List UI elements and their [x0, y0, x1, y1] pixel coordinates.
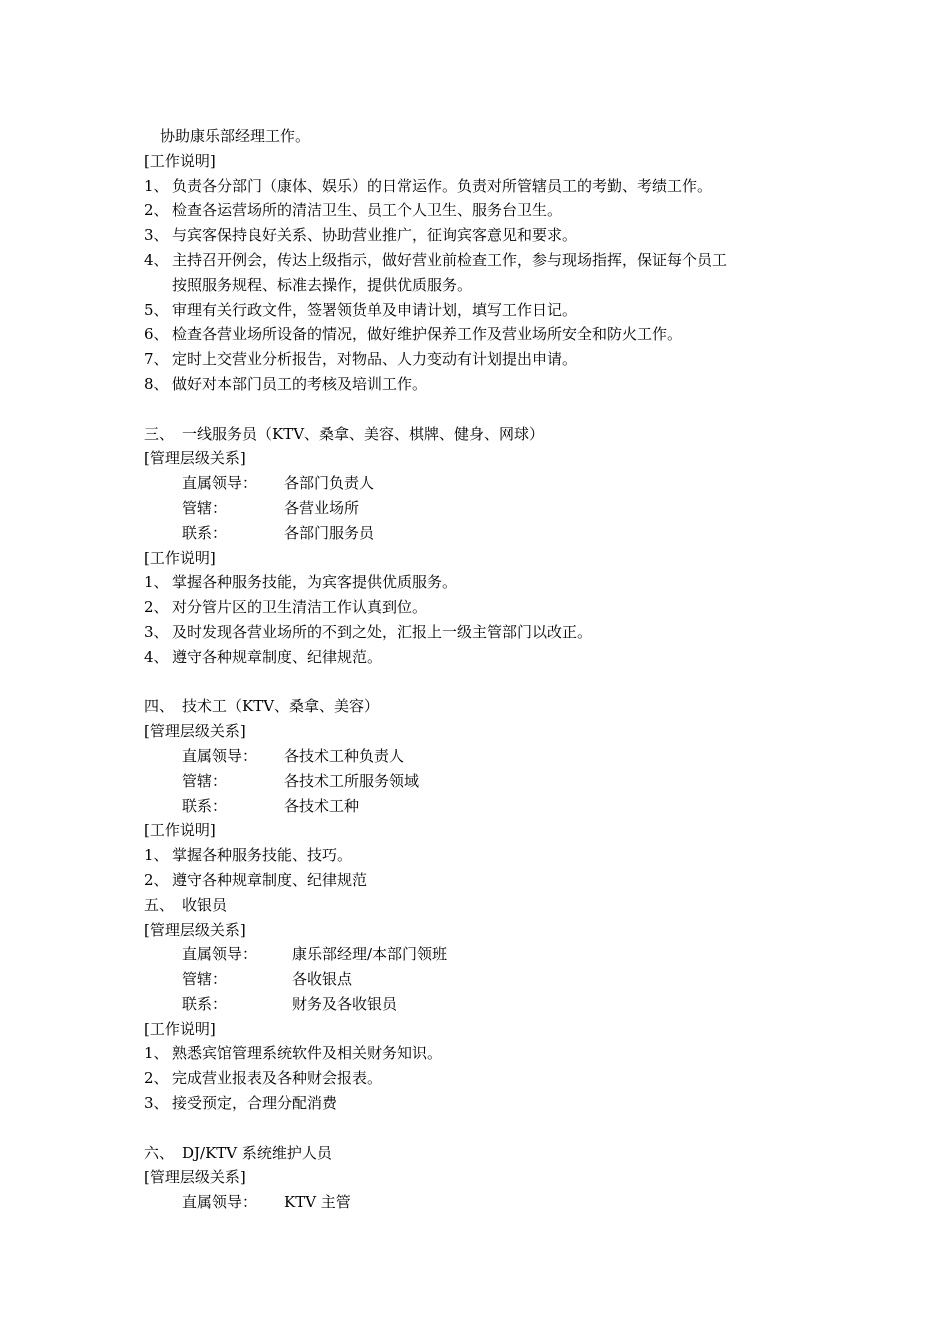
relation-key: 管辖：	[182, 771, 228, 790]
relation-row	[144, 496, 824, 521]
relation-key: 管辖：	[182, 498, 228, 517]
section-heading	[144, 694, 824, 719]
relation-value: 各收银点	[292, 970, 353, 989]
relation-row	[144, 992, 824, 1017]
relation-key: 直属领导：	[182, 1193, 258, 1212]
item-text: 对分管片区的卫生清洁工作认真到位。	[172, 598, 428, 617]
item-number: 2、	[144, 598, 169, 617]
item-number: 2、	[144, 1069, 169, 1088]
list-item	[144, 174, 824, 199]
item-text: 与宾客保持良好关系、协助营业推广，征询宾客意见和要求。	[172, 226, 578, 245]
item-text: 定时上交营业分析报告，对物品、人力变动有计划提出申请。	[172, 350, 578, 369]
item-continuation: 按照服务规程、标准去操作，提供优质服务。	[172, 275, 473, 294]
section-heading	[144, 1141, 824, 1166]
spacer	[144, 397, 824, 422]
work-header: [工作说明]	[144, 151, 216, 170]
relation-value: 各技术工种	[284, 796, 360, 815]
item-number: 1、	[144, 573, 169, 592]
item-text: 遵守各种规章制度、纪律规范	[172, 870, 368, 889]
spacer	[144, 670, 824, 695]
item-number: 1、	[144, 1044, 169, 1063]
item-number: 4、	[144, 250, 169, 269]
relation-row	[144, 1190, 824, 1215]
item-text: 完成营业报表及各种财会报表。	[172, 1069, 383, 1088]
work-header: [工作说明]	[144, 1019, 216, 1038]
item-number: 1、	[144, 846, 169, 865]
section-title: 一线服务员（KTV、桑拿、美容、棋牌、健身、网球）	[182, 424, 545, 443]
mgmt-header: [管理层级关系]	[144, 1168, 246, 1187]
list-item	[144, 372, 824, 397]
section-number: 四、	[144, 697, 175, 716]
list-item	[144, 868, 824, 893]
list-item	[144, 645, 824, 670]
list-item	[144, 1041, 824, 1066]
relation-value: 各部门负责人	[284, 474, 375, 493]
section-heading	[144, 893, 824, 918]
list-item	[144, 843, 824, 868]
list-item	[144, 620, 824, 645]
item-text: 负责各分部门（康体、娱乐）的日常运作。负责对所管辖员工的考勤、考绩工作。	[172, 176, 713, 195]
item-text: 检查各营业场所设备的情况，做好维护保养工作及营业场所安全和防火工作。	[172, 325, 683, 344]
relation-row	[144, 794, 824, 819]
mgmt-header: [管理层级关系]	[144, 920, 246, 939]
relation-row	[144, 942, 824, 967]
list-item	[144, 1066, 824, 1091]
list-item	[144, 248, 824, 273]
relation-key: 管辖：	[182, 970, 228, 989]
section-number: 五、	[144, 895, 175, 914]
relation-key: 联系：	[182, 994, 228, 1013]
list-item	[144, 223, 824, 248]
list-item	[144, 595, 824, 620]
work-header: [工作说明]	[144, 821, 216, 840]
item-number: 4、	[144, 647, 169, 666]
intro-text: 协助康乐部经理工作。	[160, 127, 311, 145]
item-number: 7、	[144, 350, 169, 369]
relation-key: 直属领导：	[182, 945, 258, 964]
mgmt-header: [管理层级关系]	[144, 722, 246, 741]
section-title: 收银员	[182, 895, 228, 914]
item-text: 及时发现各营业场所的不到之处，汇报上一级主管部门以改正。	[172, 622, 593, 641]
item-text: 掌握各种服务技能、技巧。	[172, 846, 353, 865]
relation-key: 直属领导：	[182, 474, 258, 493]
list-item	[144, 570, 824, 595]
relation-value: 康乐部经理/本部门领班	[292, 945, 448, 964]
item-number: 1、	[144, 176, 169, 195]
item-number: 2、	[144, 870, 169, 889]
item-text: 主持召开例会，传达上级指示，做好营业前检查工作，参与现场指挥，保证每个员工	[172, 250, 728, 269]
relation-value: 各技术工种负责人	[284, 746, 405, 765]
relation-value: 财务及各收银员	[292, 994, 398, 1013]
item-number: 5、	[144, 300, 169, 319]
relation-value: 各技术工所服务领域	[284, 771, 420, 790]
work-header: [工作说明]	[144, 548, 216, 567]
item-text: 做好对本部门员工的考核及培训工作。	[172, 374, 428, 393]
spacer	[144, 1116, 824, 1141]
item-text: 接受预定，合理分配消费	[172, 1094, 338, 1113]
relation-row	[144, 769, 824, 794]
section-number: 六、	[144, 1143, 175, 1162]
item-text: 检查各运营场所的清洁卫生、员工个人卫生、服务台卫生。	[172, 201, 563, 220]
document-body	[144, 124, 824, 1215]
item-text: 掌握各种服务技能，为宾客提供优质服务。	[172, 573, 458, 592]
item-text: 熟悉宾馆管理系统软件及相关财务知识。	[172, 1044, 443, 1063]
list-item	[144, 298, 824, 323]
item-text: 审理有关行政文件，签署领货单及申请计划，填写工作日记。	[172, 300, 578, 319]
relation-key: 联系：	[182, 796, 228, 815]
list-item	[144, 347, 824, 372]
relation-row	[144, 744, 824, 769]
section-title: 技术工（KTV、桑拿、美容）	[182, 697, 380, 716]
list-item	[144, 198, 824, 223]
relation-row	[144, 521, 824, 546]
section-heading	[144, 422, 824, 447]
relation-key: 联系：	[182, 523, 228, 542]
relation-row	[144, 471, 824, 496]
item-number: 3、	[144, 622, 169, 641]
list-item	[144, 1091, 824, 1116]
mgmt-header: [管理层级关系]	[144, 449, 246, 468]
item-number: 2、	[144, 201, 169, 220]
item-number: 3、	[144, 226, 169, 245]
section-title: DJ/KTV 系统维护人员	[182, 1143, 332, 1162]
relation-value: KTV 主管	[284, 1193, 351, 1212]
relation-row	[144, 967, 824, 992]
relation-key: 直属领导：	[182, 746, 258, 765]
relation-value: 各营业场所	[284, 498, 360, 517]
item-text: 遵守各种规章制度、纪律规范。	[172, 647, 383, 666]
item-number: 8、	[144, 374, 169, 393]
relation-value: 各部门服务员	[284, 523, 375, 542]
item-number: 6、	[144, 325, 169, 344]
item-number: 3、	[144, 1094, 169, 1113]
list-item	[144, 322, 824, 347]
section-number: 三、	[144, 424, 175, 443]
